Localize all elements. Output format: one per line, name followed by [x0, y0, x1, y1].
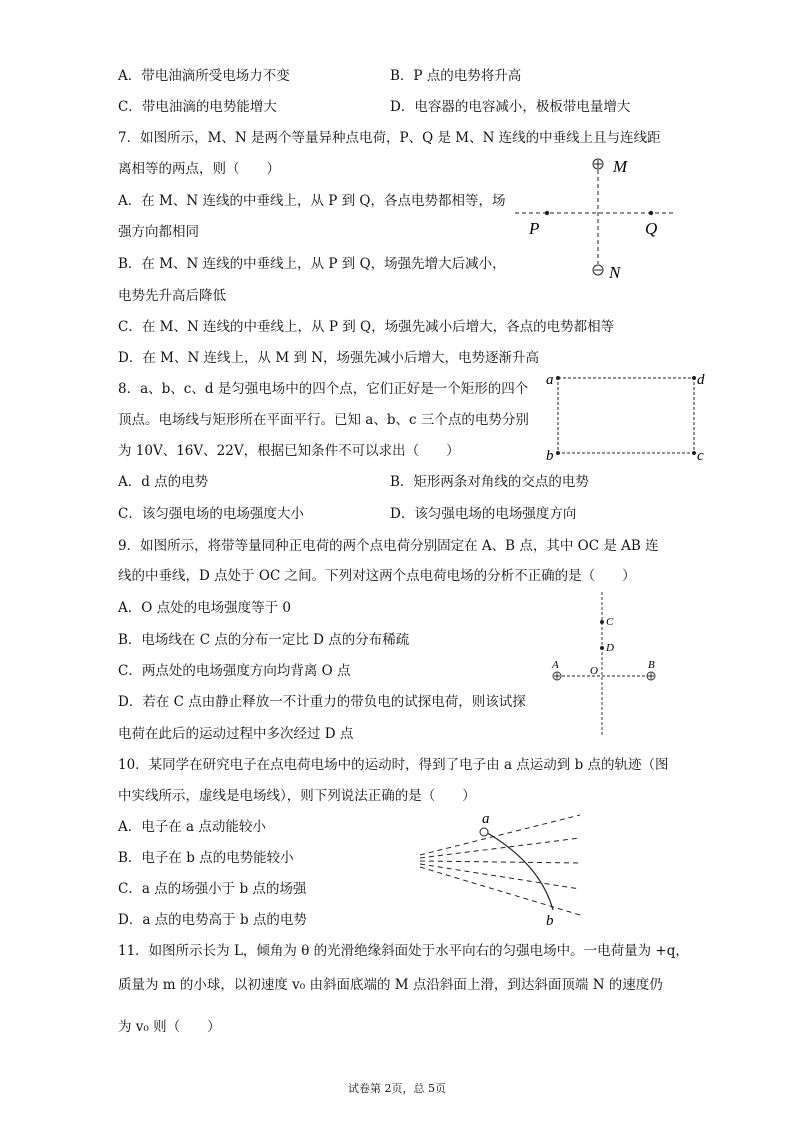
q8-point-a [556, 376, 560, 380]
q11-stem-line1: 11．如图所示长为 L，倾角为 θ 的光滑绝缘斜面处于水平向右的匀强电场中。一电荷量为 +q， [118, 943, 689, 959]
q7-label-q: Q [645, 219, 658, 238]
q10-field-line-5 [420, 867, 580, 915]
q9-positive-charge-a-icon [553, 672, 561, 680]
q8-rectangle [558, 378, 694, 453]
q10-option-c: C．a 点的场强小于 b 点的场强 [118, 881, 307, 897]
q9-label-a: A [552, 659, 559, 671]
q8-label-a: a [546, 372, 554, 388]
q9-label-d: D [606, 642, 614, 654]
q10-option-b: B．电子在 b 点的电势能较小 [118, 850, 294, 866]
q9-stem-line2: 线的中垂线，D 点处于 OC 之间。下列对这两个点电荷电场的分析不正确的是（ ） [118, 568, 636, 584]
q10-option-a: A．电子在 a 点动能较小 [118, 819, 266, 835]
q7-option-a-line2: 强方向都相同 [118, 224, 199, 240]
q8-stem-line2: 顶点。电场线与矩形所在平面平行。已知 a、b、c 三个点的电势分别 [118, 412, 529, 428]
q7-option-b-line2: 电势先升高后降低 [118, 288, 226, 304]
q7-option-a-line1: A．在 M、N 连线的中垂线上，从 P 到 Q，各点电势都相等，场 [118, 193, 506, 209]
q8-point-d [692, 376, 696, 380]
q9-label-o: O [590, 665, 598, 677]
q9-option-c: C．两点处的电场强度方向均背离 O 点 [118, 663, 351, 679]
q10-label-b: b [546, 913, 554, 929]
q8-option-a: A．d 点的电势 [118, 474, 209, 490]
q7-label-m: M [613, 157, 628, 176]
q6-option-a: A．带电油滴所受电场力不变 [118, 68, 290, 84]
q7-label-p: P [529, 219, 540, 238]
q8-label-d: d [697, 372, 705, 388]
q10-stem-line2: 中实线所示，虚线是电场线），则下列说法正确的是（ ） [118, 788, 476, 804]
page-footer: 试卷第 2页，总 5页 [348, 1082, 446, 1095]
q7-label-n: N [609, 263, 621, 282]
q9-figure [545, 590, 665, 740]
q7-point-q [649, 211, 653, 215]
q7-stem-line1: 7．如图所示，M、N 是两个等量异种点电荷，P、Q 是 M、N 连线的中垂线上且与连线距 [118, 130, 661, 146]
q9-label-c: C [606, 616, 614, 628]
q10-field-line-1 [420, 815, 580, 855]
q9-stem-line1: 9．如图所示，将带等量同种正电荷的两个点电荷分别固定在 A、B 点，其中 OC 是 AB 连 [118, 538, 659, 554]
q11-stem-line2: 质量为 m 的小球，以初速度 v₀ 由斜面底端的 M 点沿斜面上滑，到达斜面顶端 N 的速度仍 [118, 977, 663, 993]
q8-label-c: c [697, 448, 704, 464]
q8-stem-line3: 为 10V、16V、22V，根据已知条件不可以求出（ ） [118, 443, 460, 459]
q9-option-b: B．电场线在 C 点的分布一定比 D 点的分布稀疏 [118, 632, 410, 648]
q9-option-d-line2: 电荷在此后的运动过程中多次经过 D 点 [118, 726, 354, 742]
q8-point-b [556, 451, 560, 455]
q8-point-c [692, 451, 696, 455]
q7-negative-charge-icon [593, 265, 603, 275]
q8-stem-line1: 8．a、b、c、d 是匀强电场中的四个点，它们正好是一个矩形的四个 [118, 381, 529, 397]
q10-field-line-4 [420, 864, 580, 889]
q10-field-line-3 [420, 861, 580, 863]
q10-option-d: D．a 点的电势高于 b 点的电势 [118, 912, 307, 928]
q8-figure [540, 365, 715, 465]
q7-option-d: D．在 M、N 连线上，从 M 到 N，场强先减小后增大，电势逐渐升高 [118, 350, 540, 366]
q10-electron-icon [480, 828, 488, 836]
q7-point-p [545, 211, 549, 215]
q7-stem-line2: 离相等的两点，则（ ） [118, 161, 280, 177]
q10-stem-line1: 10．某同学在研究电子在点电荷电场中的运动时，得到了电子由 a 点运动到 b 点的轨迹（图 [118, 757, 669, 773]
q8-option-c: C．该匀强电场的电场强度大小 [118, 506, 304, 522]
q9-option-d-line1: D．若在 C 点由静止释放一不计重力的带负电的试探电荷，则该试探 [118, 694, 526, 710]
q9-option-a: A．O 点处的电场强度等于 0 [118, 600, 291, 616]
q9-positive-charge-b-icon [647, 672, 655, 680]
q9-point-c [600, 620, 604, 624]
q10-trajectory [484, 831, 553, 910]
q8-option-d: D．该匀强电场的电场强度方向 [390, 506, 577, 522]
q8-option-b: B．矩形两条对角线的交点的电势 [390, 474, 589, 490]
q7-figure [505, 150, 685, 285]
q7-option-c: C．在 M、N 连线的中垂线上，从 P 到 Q，场强先减小后增大，各点的电势都相等 [118, 319, 615, 335]
q6-option-d: D．电容器的电容减小，极板带电量增大 [390, 99, 631, 115]
q9-point-d [600, 646, 604, 650]
q10-label-a: a [482, 811, 490, 827]
q10-figure [410, 805, 590, 930]
q9-label-b: B [648, 659, 655, 671]
q11-stem-line3: 为 v₀ 则（ ） [118, 1019, 221, 1035]
q8-label-b: b [546, 448, 554, 464]
q6-option-b: B．P 点的电势将升高 [390, 68, 522, 84]
q6-option-c: C．带电油滴的电势能增大 [118, 99, 277, 115]
q7-positive-charge-icon [593, 159, 603, 169]
q7-option-b-line1: B．在 M、N 连线的中垂线上，从 P 到 Q，场强先增大后减小， [118, 256, 506, 272]
